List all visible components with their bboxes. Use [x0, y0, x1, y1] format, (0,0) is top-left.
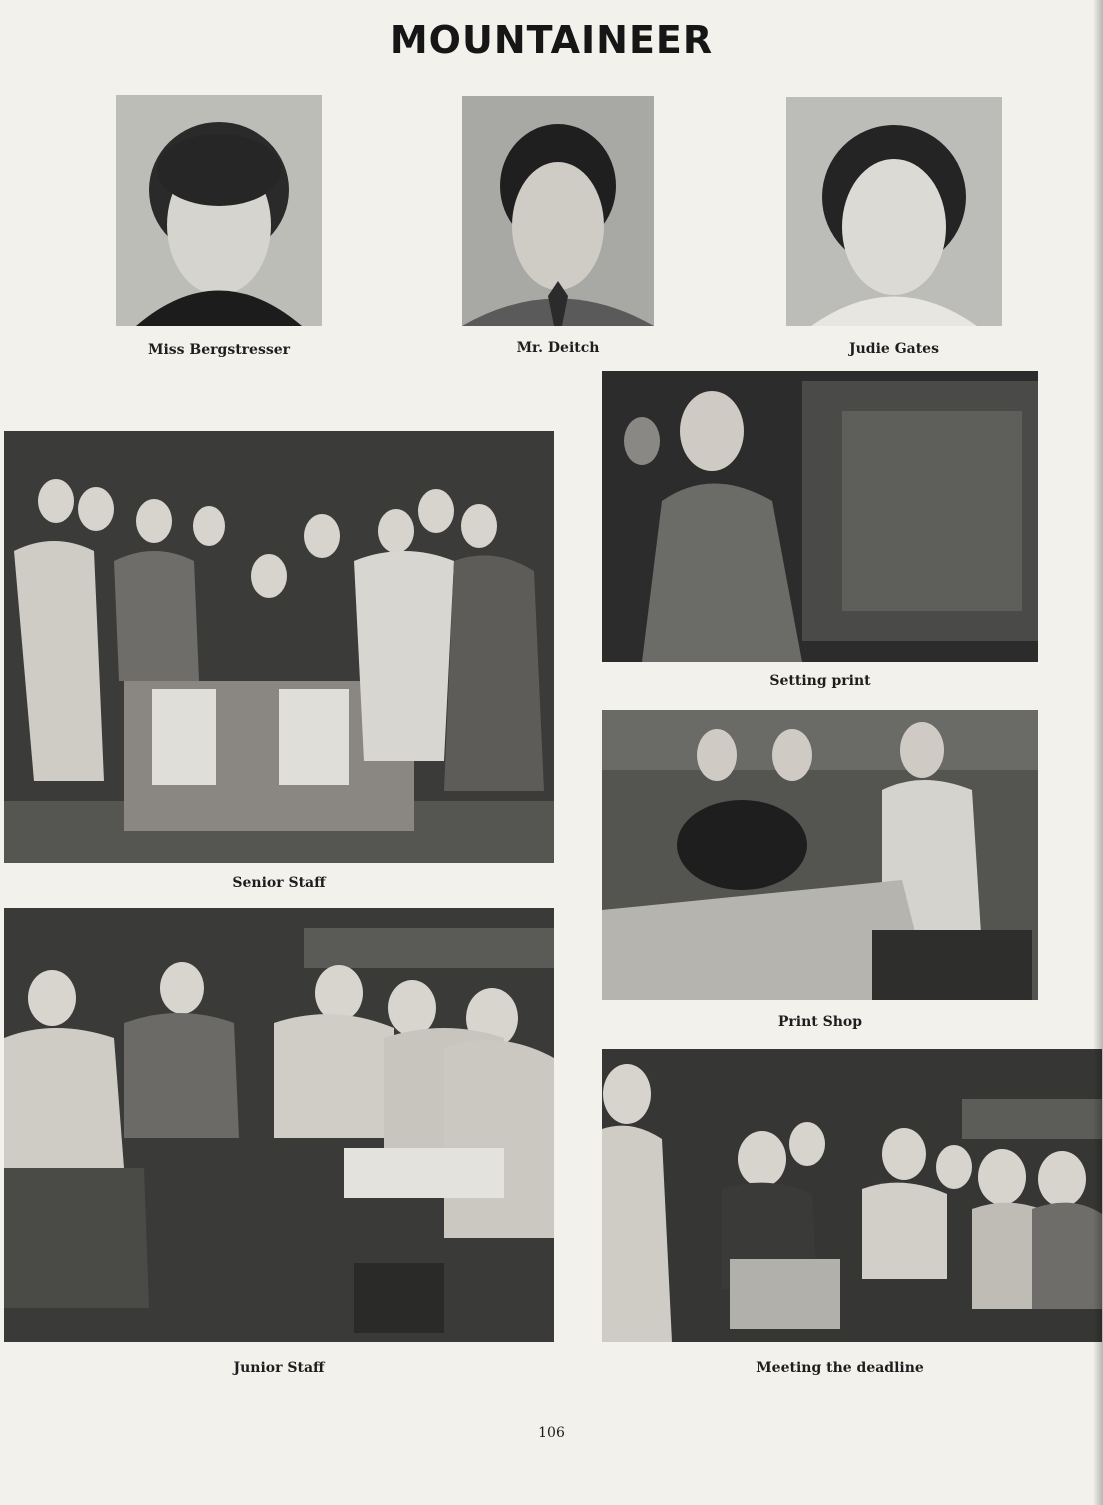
caption-print-shop: Print Shop: [777, 1014, 863, 1030]
photo-meeting-deadline: [602, 1049, 1102, 1342]
photo-senior-staff: [4, 431, 554, 863]
caption-deitch: Mr. Deitch: [516, 340, 600, 356]
caption-setting-print: Setting print: [769, 673, 871, 689]
caption-senior-staff: Senior Staff: [232, 875, 326, 891]
portrait-photo-bergstresser: [116, 95, 322, 326]
photo-setting-print: [602, 371, 1038, 662]
printing-press-icon: [602, 371, 1038, 662]
portrait-photo-deitch: [462, 96, 654, 326]
photo-print-shop: [602, 710, 1038, 1000]
caption-gates: Judie Gates: [849, 341, 939, 357]
caption-meeting-deadline: Meeting the deadline: [756, 1360, 924, 1376]
page-number: 106: [538, 1425, 565, 1441]
caption-junior-staff: Junior Staff: [233, 1360, 325, 1376]
portrait-man-icon: [462, 96, 654, 326]
group-photo-icon: [4, 908, 554, 1342]
portrait-woman-icon: [116, 95, 322, 326]
page-title: MOUNTAINEER: [389, 18, 714, 62]
photo-junior-staff: [4, 908, 554, 1342]
page-edge-shadow: [1093, 0, 1103, 1505]
group-photo-icon: [602, 1049, 1102, 1342]
group-photo-icon: [4, 431, 554, 863]
portrait-photo-gates: [786, 97, 1002, 326]
printing-press-icon: [602, 710, 1038, 1000]
portrait-woman-icon: [786, 97, 1002, 326]
caption-bergstresser: Miss Bergstresser: [147, 342, 291, 358]
